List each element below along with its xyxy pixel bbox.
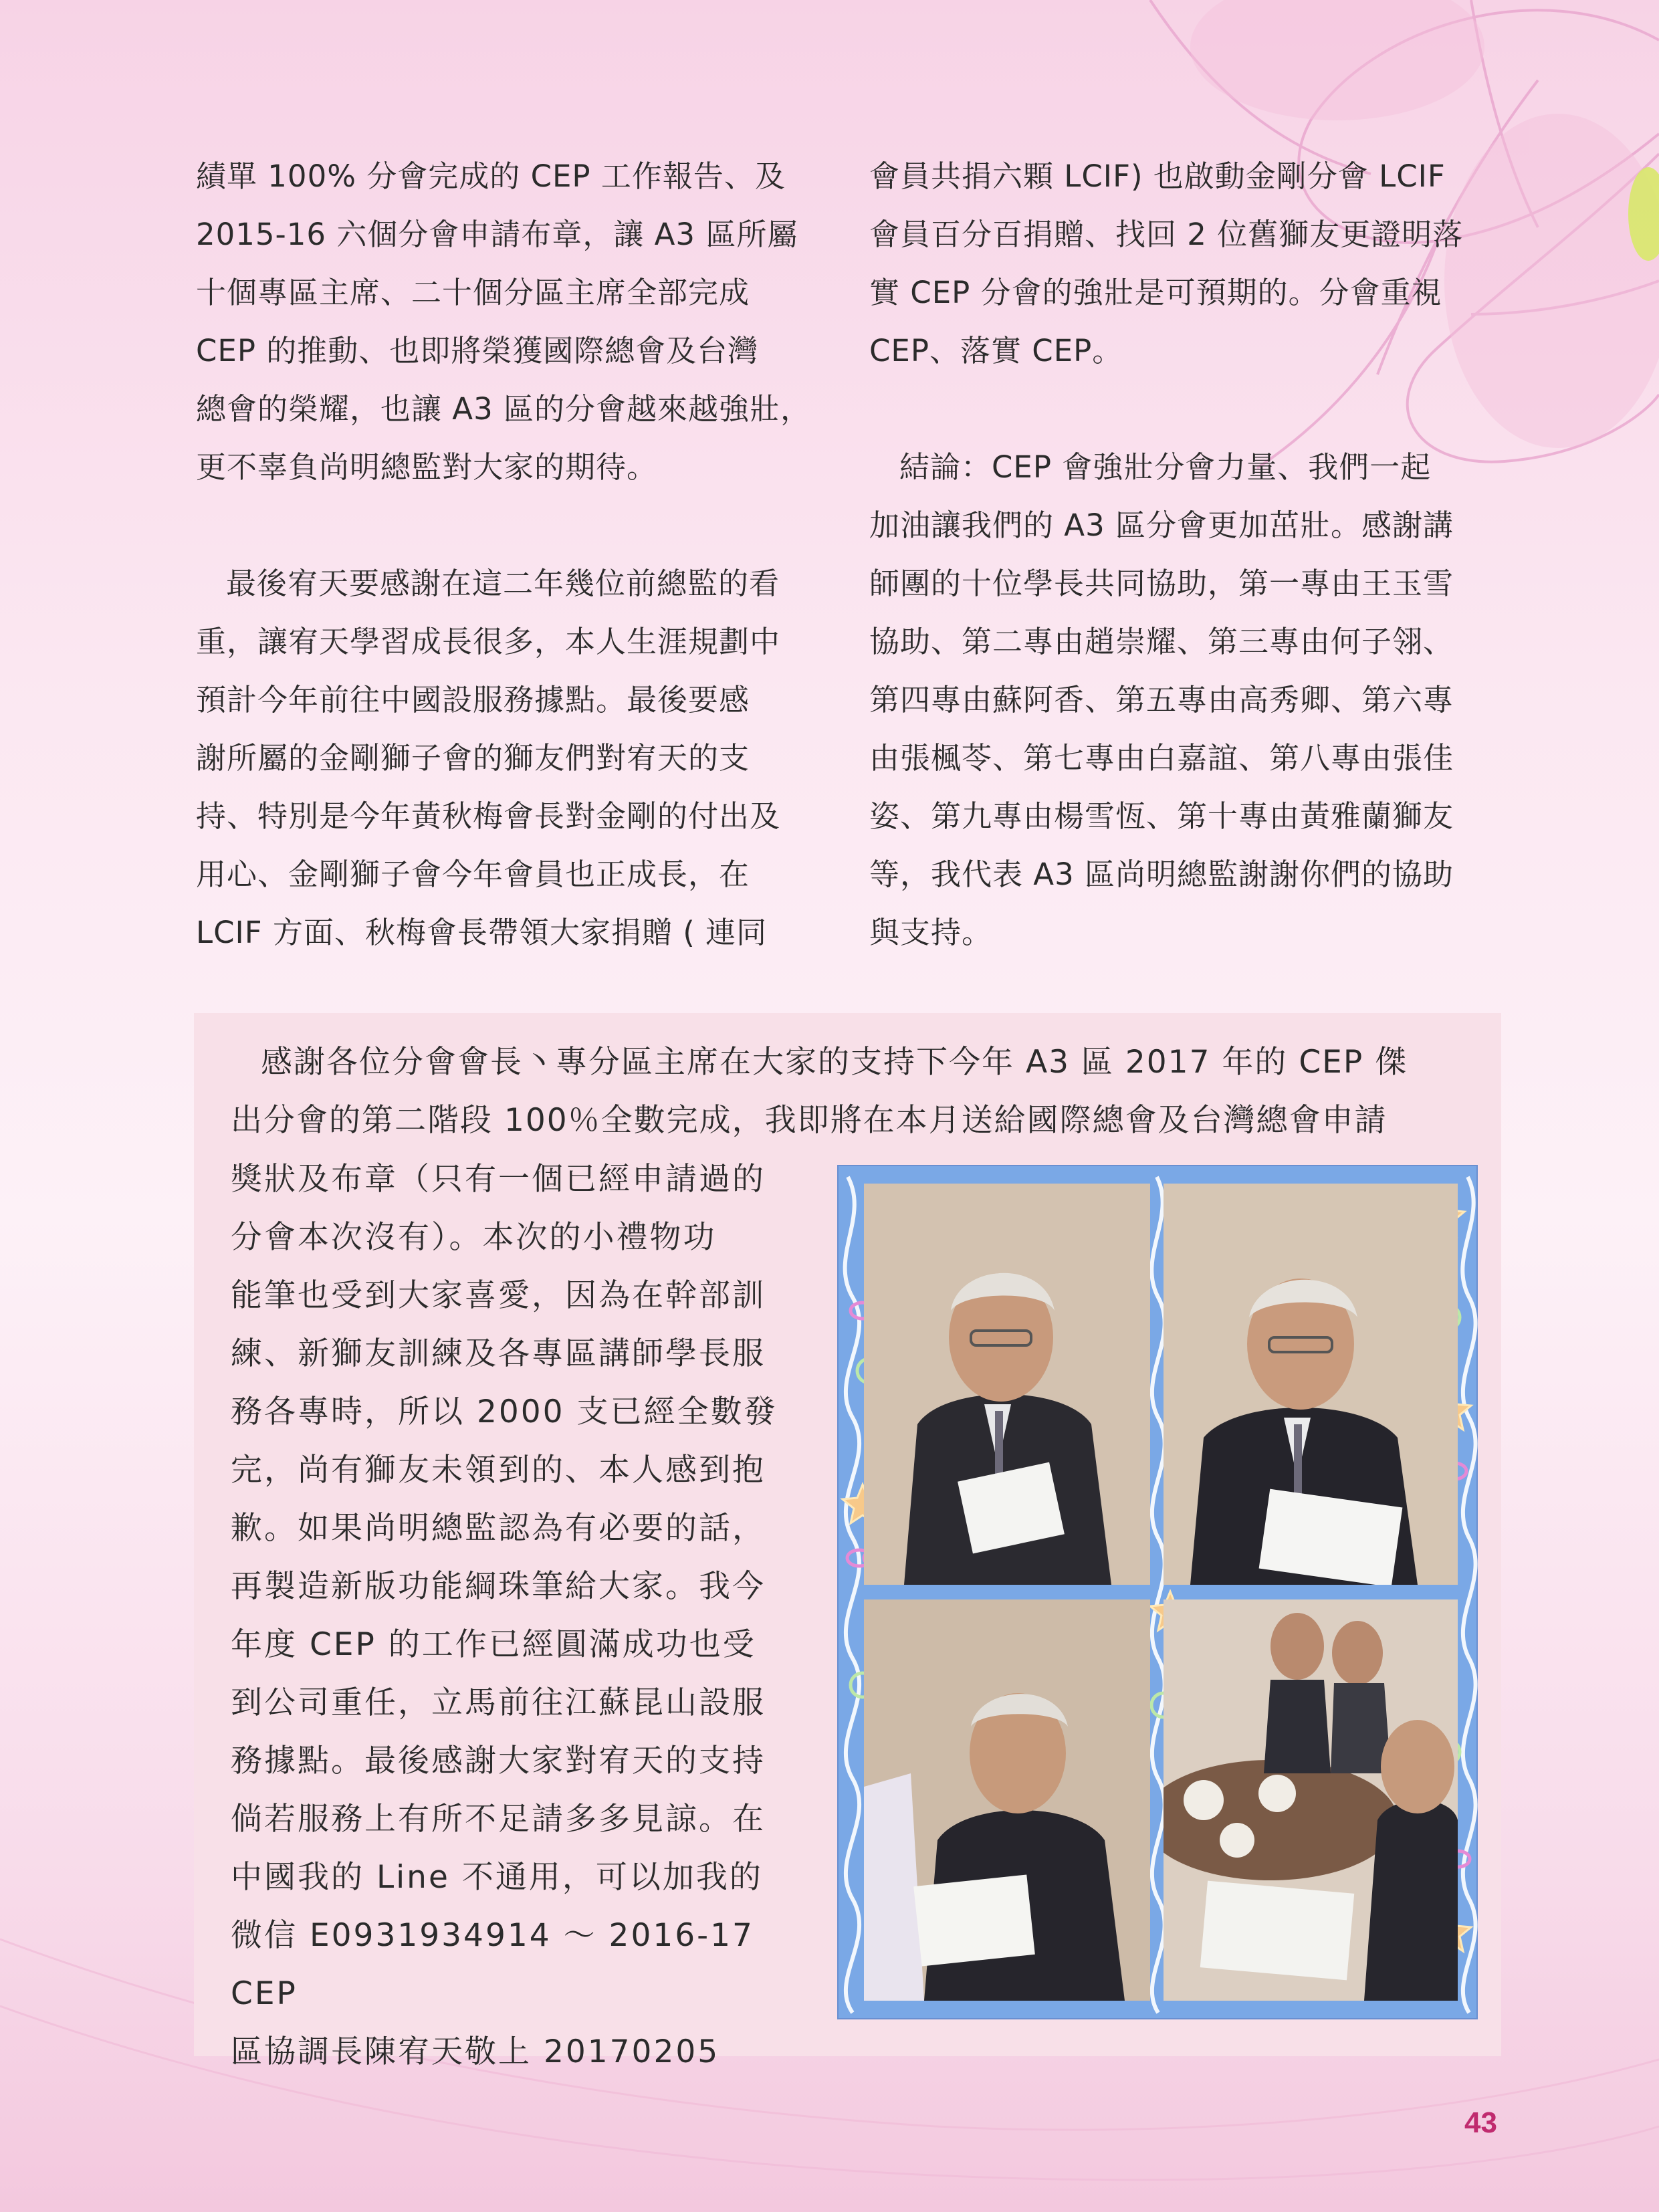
text-line: 練、新獅友訓練及各專區講師學長服 (231, 1335, 766, 1372)
text-line: 十個專區主席、二十個分區主席全部完成 (196, 275, 750, 310)
text-line: 預計今年前往中國設服務據點。最後要感 (196, 682, 750, 717)
text-line: 姿、第九專由楊雪恆、第十專由黃雅蘭獅友 (869, 798, 1454, 834)
text-line: 實 CEP 分會的強壯是可預期的。分會重視 (869, 275, 1442, 310)
text-line: 重，讓宥天學習成長很多，本人生涯規劃中 (196, 624, 781, 659)
text-line: 再製造新版功能綱珠筆給大家。我今 (231, 1568, 766, 1605)
text-line: 協助、第二專由趙崇耀、第三專由何子翎、 (869, 624, 1454, 659)
text-line: CEP 的推動、也即將榮獲國際總會及台灣 (196, 333, 759, 368)
text-line: 績單 100% 分會完成的 CEP 工作報告、及 (196, 158, 786, 194)
text-line: 完，尚有獅友未領到的、本人感到抱 (231, 1452, 766, 1488)
text-line: 務據點。最後感謝大家對宥天的支持 (231, 1743, 766, 1779)
text-line: 年度 CEP 的工作已經圓滿成功也受 (231, 1626, 756, 1663)
text-line: 謝所屬的金剛獅子會的獅友們對宥天的支 (196, 740, 750, 776)
text-line: 持、特別是今年黃秋梅會長對金剛的付出及 (196, 798, 781, 834)
text-line: 感謝各位分會會長丶專分區主席在大家的支持下今年 A3 區 2017 年的 CEP 傑 (261, 1044, 1408, 1081)
text-line: 最後宥天要感謝在這二年幾位前總監的看 (226, 566, 780, 601)
text-line: 區協調長陳宥天敬上 20170205 (231, 2033, 720, 2070)
text-line: 第四專由蘇阿香、第五專由高秀卿、第六專 (869, 682, 1454, 717)
text-line: 師團的十位學長共同協助，第一專由王玉雪 (869, 566, 1454, 601)
event-photo (1164, 1599, 1458, 2001)
right-text-column (869, 147, 1505, 962)
text-line: CEP、落實 CEP。 (869, 333, 1123, 368)
text-line: 中國我的 Line 不通用，可以加我的 (231, 1859, 763, 1896)
text-line: 由張楓苓、第七專由白嘉誼、第八專由張佳 (869, 740, 1454, 776)
event-photo (864, 1599, 1150, 2001)
text-line: 能筆也受到大家喜愛，因為在幹部訓 (231, 1277, 766, 1314)
text-line: 用心、金剛獅子會今年會員也正成長，在 (196, 857, 750, 892)
text-line: 會員共捐六顆 LCIF) 也啟動金剛分會 LCIF (869, 158, 1446, 194)
left-text-column (196, 147, 831, 962)
text-line: 更不辜負尚明總監對大家的期待。 (196, 449, 658, 485)
text-line: 微信 E0931934914 ～ 2016-17 CEP (231, 1917, 754, 2012)
text-line: 結論：CEP 會強壯分會力量、我們一起 (899, 449, 1432, 485)
text-line: 與支持。 (869, 915, 993, 950)
text-line: 分會本次沒有）。本次的小禮物功 (231, 1219, 717, 1256)
text-line: 會員百分百捐贈、找回 2 位舊獅友更證明落 (869, 217, 1464, 252)
text-line: LCIF 方面、秋梅會長帶領大家捐贈 ( 連同 (196, 915, 768, 950)
text-line: 等，我代表 A3 區尚明總監謝謝你們的協助 (869, 857, 1454, 892)
box-body-text (231, 1150, 819, 2081)
text-line: 出分會的第二階段 100％全數完成，我即將在本月送給國際總會及台灣總會申請 (231, 1102, 1388, 1139)
text-line: 總會的榮耀，也讓 A3 區的分會越來越強壯， (196, 391, 812, 427)
text-line: 倘若服務上有所不足請多多見諒。在 (231, 1801, 766, 1838)
text-line: 獎狀及布章（只有一個已經申請過的 (231, 1161, 766, 1198)
page-number: 43 (1464, 2106, 1497, 2139)
event-photo (864, 1184, 1150, 1585)
event-photo (1164, 1184, 1458, 1585)
text-line: 加油讓我們的 A3 區分會更加茁壯。感謝講 (869, 508, 1454, 543)
box-intro-text (231, 1033, 1481, 1149)
text-line: 到公司重任，立馬前往江蘇昆山設服 (231, 1684, 766, 1721)
text-line: 務各專時，所以 2000 支已經全數發 (231, 1394, 778, 1430)
text-line: 歉。如果尚明總監認為有必要的話， (231, 1510, 766, 1547)
text-line: 2015-16 六個分會申請布章，讓 A3 區所屬 (196, 217, 798, 252)
